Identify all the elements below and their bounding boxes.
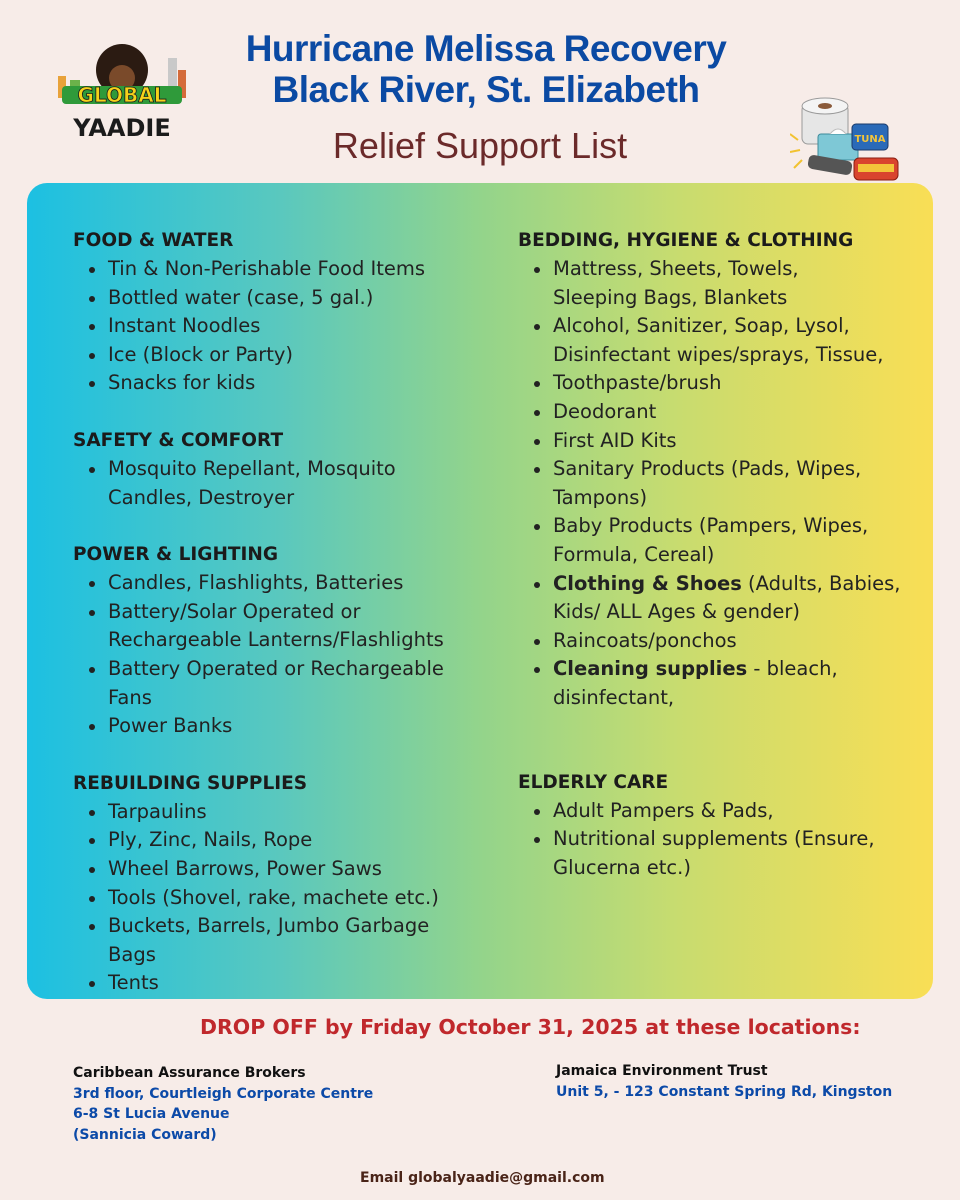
global-yaadie-logo (52, 40, 192, 152)
svg-text:GLOBAL: GLOBAL (77, 83, 167, 107)
location-contact: (Sannicia Coward) (73, 1126, 217, 1143)
location-name: Jamaica Environment Trust (556, 1063, 768, 1079)
list-item: First AID Kits (518, 427, 918, 456)
svg-text:YAADIE: YAADIE (73, 114, 171, 142)
list-item: Power Banks (73, 712, 493, 741)
list-item: Raincoats/ponchos (518, 627, 918, 656)
list-item: Snacks for kids (73, 369, 493, 398)
list-item: Buckets, Barrels, Jumbo Garbage Bags (73, 912, 478, 969)
svg-text:TUNA: TUNA (854, 134, 886, 145)
list-item: Baby Products (Pampers, Wipes, Formula, Cereal) (518, 512, 908, 569)
list-item: Battery Operated or Rechargeable Fans (73, 655, 488, 712)
page-title (200, 28, 772, 110)
section-bedding-hygiene-clothing (518, 227, 918, 713)
title-line-2: Black River, St. Elizabeth (272, 69, 700, 110)
cleaning-bold-label: Cleaning supplies (553, 657, 748, 681)
section-safety-comfort (73, 427, 493, 512)
list-item: Deodorant (518, 398, 918, 427)
contact-email: Email globalyaadie@gmail.com (360, 1170, 605, 1186)
relief-list-panel (27, 183, 933, 999)
section-heading: BEDDING, HYGIENE & CLOTHING (518, 230, 854, 251)
list-item: Ply, Zinc, Nails, Rope (73, 826, 493, 855)
list-item-cleaning (518, 655, 873, 712)
list-item: Alcohol, Sanitizer, Soap, Lysol, Disinfectant wipes/sprays, Tissue, (518, 312, 913, 369)
page-subtitle: Relief Support List (332, 125, 628, 166)
list-item: Sanitary Products (Pads, Wipes, Tampons) (518, 455, 898, 512)
title-line-1: Hurricane Melissa Recovery (245, 28, 727, 69)
list-item: Toothpaste/brush (518, 369, 918, 398)
section-heading: FOOD & WATER (73, 230, 234, 251)
location-address-line: 6-8 St Lucia Avenue (73, 1106, 230, 1122)
clothing-bold-label: Clothing & Shoes (553, 571, 742, 595)
section-elderly-care (518, 769, 918, 883)
section-heading: ELDERLY CARE (518, 771, 669, 793)
right-column (518, 227, 918, 882)
list-item: Instant Noodles (73, 312, 493, 341)
list-item: Mattress, Sheets, Towels, Sleeping Bags, Blankets (518, 255, 818, 312)
location-address-line: 3rd floor, Courtleigh Corporate Centre (73, 1085, 374, 1102)
list-item: Tools (Shovel, rake, machete etc.) (73, 884, 493, 913)
location-name: Caribbean Assurance Brokers (73, 1065, 306, 1081)
section-rebuilding-supplies (73, 770, 493, 998)
section-power-lighting (73, 541, 493, 741)
list-item: Ice (Block or Party) (73, 341, 493, 370)
section-heading: REBUILDING SUPPLIES (73, 772, 308, 794)
section-food-water (73, 227, 493, 398)
section-heading: POWER & LIGHTING (73, 544, 279, 566)
section-heading: SAFETY & COMFORT (73, 429, 284, 451)
list-item: Tarpaulins (73, 798, 493, 827)
left-column (73, 227, 493, 998)
list-item: Mosquito Repellant, Mosquito Candles, Destroyer (73, 455, 398, 512)
list-item: Wheel Barrows, Power Saws (73, 855, 493, 884)
list-item-clothing (518, 570, 913, 627)
cleaning-detail: - bleach, disinfectant, (553, 657, 838, 709)
supplies-illustration (790, 96, 910, 196)
list-item: Nutritional supplements (Ensure, Glucerna etc.) (518, 825, 913, 882)
dropoff-location-1 (73, 1063, 373, 1145)
list-item: Candles, Flashlights, Batteries (73, 569, 493, 598)
list-item: Tents (73, 969, 493, 998)
dropoff-location-2 (556, 1061, 892, 1102)
list-item: Battery/Solar Operated or Rechargeable Lanterns/Flashlights (73, 598, 478, 655)
list-item: Tin & Non-Perishable Food Items (73, 255, 493, 284)
dropoff-heading: DROP OFF by Friday October 31, 2025 at these locations: (200, 1015, 861, 1039)
clothing-detail: (Adults, Babies, Kids/ ALL Ages & gender) (553, 571, 901, 624)
location-address-line: Unit 5, - 123 Constant Spring Rd, Kingston (556, 1083, 893, 1100)
list-item: Bottled water (case, 5 gal.) (73, 284, 493, 313)
list-item: Adult Pampers & Pads, (518, 797, 918, 826)
